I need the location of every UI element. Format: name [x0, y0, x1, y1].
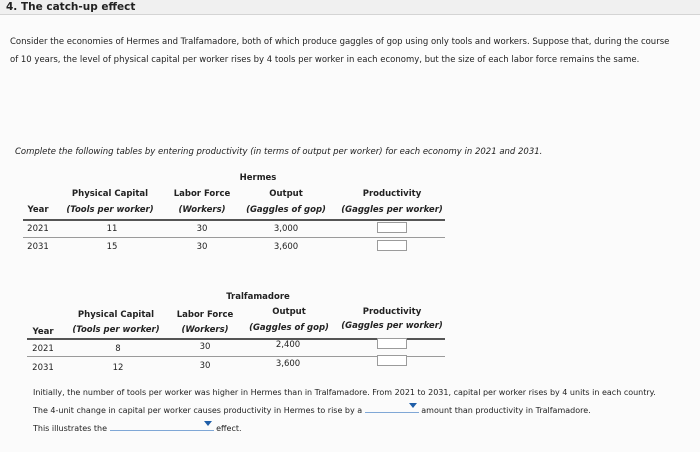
col-output-title: Output	[272, 307, 306, 317]
row-output: 2,400	[275, 340, 301, 350]
conclusion-text-3: This illustrates the	[33, 424, 108, 433]
col-productivity-sub: (Gaggles per worker)	[341, 321, 443, 331]
intro-paragraph: Consider the economies of Hermes and Tralfamadore, both of which produce gaggles of gop using only tools and workers. Suppose that, during the course of 10 years, the level of physical capital per worker rises by 4 tools per worker in each economy, but the size of each labor force remains the same.	[10, 37, 670, 65]
col-productivity-sub: (Gaggles per worker)	[341, 205, 443, 215]
col-labor-title: Labor Force	[176, 310, 234, 320]
conclusion-text-1: Initially, the number of tools per worker was higher in Hermes than in Tralfamadore. From 2021 to 2031, capital per worker rises by 4 units in each country. The 4-unit change in capital per worker causes productivity in Hermes to rise by a	[33, 388, 656, 415]
col-productivity-title: Productivity	[362, 307, 422, 317]
row-capital: 15	[106, 242, 118, 252]
col-capital-title: Physical Capital	[71, 189, 149, 199]
tralfamadore-title: Tralfamadore	[226, 292, 290, 302]
productivity-input[interactable]	[377, 338, 407, 349]
question-heading: 4. The catch-up effect	[0, 0, 700, 15]
col-capital-sub: (Tools per worker)	[66, 205, 154, 215]
col-capital-sub: (Tools per worker)	[72, 325, 160, 335]
chevron-down-icon	[204, 421, 212, 426]
row-output: 3,600	[275, 359, 301, 369]
row-year: 2031	[32, 363, 54, 373]
col-labor-title: Labor Force	[173, 189, 231, 199]
col-labor-sub: (Workers)	[181, 325, 229, 335]
conclusion-text-2: amount than productivity in Tralfamadore.	[421, 406, 591, 415]
row-year: 2031	[27, 242, 49, 252]
col-output-title: Output	[269, 189, 303, 199]
row-capital: 12	[112, 363, 124, 373]
effect-dropdown[interactable]	[110, 420, 214, 431]
row-labor: 30	[199, 361, 211, 371]
col-output-sub: (Gaggles of gop)	[249, 323, 329, 333]
row-labor: 30	[199, 342, 211, 352]
productivity-input[interactable]	[377, 355, 407, 366]
col-year: Year	[27, 205, 49, 215]
col-capital-title: Physical Capital	[77, 310, 155, 320]
row-output: 3,600	[273, 242, 299, 252]
conclusion-paragraph	[33, 384, 673, 438]
row-capital: 8	[115, 344, 121, 354]
rise-size-dropdown[interactable]	[365, 402, 419, 413]
row-labor: 30	[196, 224, 208, 234]
instructions-text: Complete the following tables by entering productivity (in terms of output per worker) for each economy in 2021 and 2031.	[15, 147, 543, 157]
hermes-title: Hermes	[239, 173, 277, 183]
row-year: 2021	[32, 344, 54, 354]
row-output: 3,000	[273, 224, 299, 234]
chevron-down-icon	[409, 403, 417, 408]
row-labor: 30	[196, 242, 208, 252]
conclusion-text-4: effect.	[216, 424, 242, 433]
col-output-sub: (Gaggles of gop)	[246, 205, 326, 215]
col-labor-sub: (Workers)	[178, 205, 226, 215]
row-year: 2021	[27, 224, 49, 234]
col-year: Year	[32, 327, 54, 337]
row-capital: 11	[106, 224, 118, 234]
col-productivity-title: Productivity	[362, 189, 422, 199]
